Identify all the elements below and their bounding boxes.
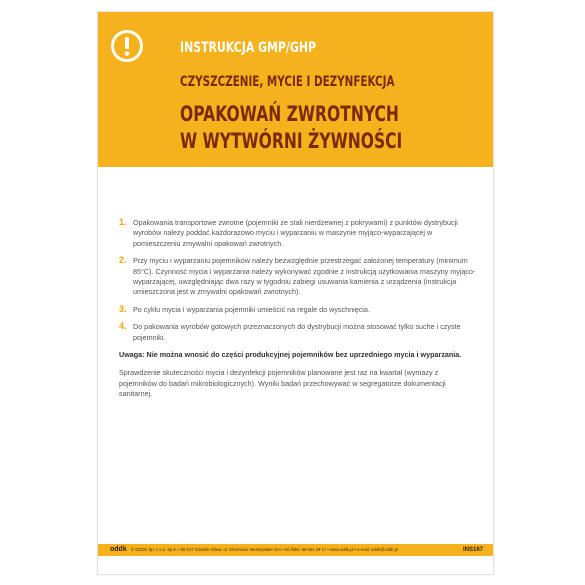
- warning-icon: [110, 29, 144, 63]
- header-title-line1: OPAKOWAŃ ZWROTNYCH: [180, 102, 399, 126]
- item-text: Do pakowania wyrobów gotowych przeznaczonych do dystrybucji można stosować tylko suche i czyste pojemniki.: [133, 322, 461, 342]
- item-number: 2.: [119, 255, 127, 266]
- sheet-footer: [98, 544, 493, 556]
- item-text: Opakowania transportowe zwrotne (pojemniki ze stali nierdzewnej z pokrywami) z punktów dystrybucji wyrobów należy poddać każdorazowo myciu i wyparzaniu w maszynie myjąco-wyparzającej w pomieszczeniu zmywalni opakowań zwrotnych.: [133, 218, 458, 248]
- list-item: [119, 305, 477, 315]
- closing-paragraph: Sprawdzenie skuteczności mycia i dezynfekcji pojemników planowane jest raz na kwartał (wymazy z pojemników do badań mikrobiologicznych). Wyniki badań przechowywać w segregatorze dokumentacji sanitarnej.: [119, 368, 446, 399]
- item-number: 1.: [119, 217, 127, 227]
- header-title-line2: W WYTWÓRNI ŻYWNOŚCI: [180, 129, 403, 153]
- list-item: [119, 322, 477, 343]
- list-item: [119, 256, 477, 298]
- oddk-logo: oddk: [110, 546, 127, 553]
- instruction-sheet: [97, 11, 494, 575]
- footer-contact: © ODDK Sp. z o.o. Sp.k. • 80-017 Gdańsk-Oliwa, ul. Obrońców Westerplatte 32A • tel./faks: 58 554 29 17 • www.oddk.pl • e-mail: oddk@oddk.pl: [131, 547, 398, 552]
- item-number: 3.: [119, 303, 127, 314]
- item-text: Po cyklu mycia i wyparzania pojemniki umieścić na regale do wyschnięcia.: [133, 304, 370, 314]
- header-subtitle: CZYSZCZENIE, MYCIE I DEZYNFEKCJA: [180, 74, 395, 90]
- warning-note: Uwaga: Nie można wnosić do części produkcyjnej pojemników bez uprzedniego mycia i wyparzania.: [119, 350, 462, 360]
- item-text: Przy myciu i wyparzaniu pojemników należy bezwzględnie przestrzegać założonej temperatury (minimum 85°C). Czynność mycia i wyparzania należy wykonywać zgodnie z instrukcją użytkowania maszyny myjąco-wyparzającej, uwzględniając dwa razy w tygodniu zabiegi usuwania kamienia z urządzenia (instrukcja umieszczona jest w zmywalni opakowań zwrotnych).: [133, 256, 476, 297]
- item-number: 4.: [119, 321, 127, 332]
- header-label: INSTRUKCJA GMP/GHP: [180, 40, 317, 56]
- instruction-body: [119, 218, 477, 408]
- list-item: [119, 218, 477, 249]
- sheet-header: [98, 12, 493, 167]
- document-code: INS167: [462, 547, 483, 553]
